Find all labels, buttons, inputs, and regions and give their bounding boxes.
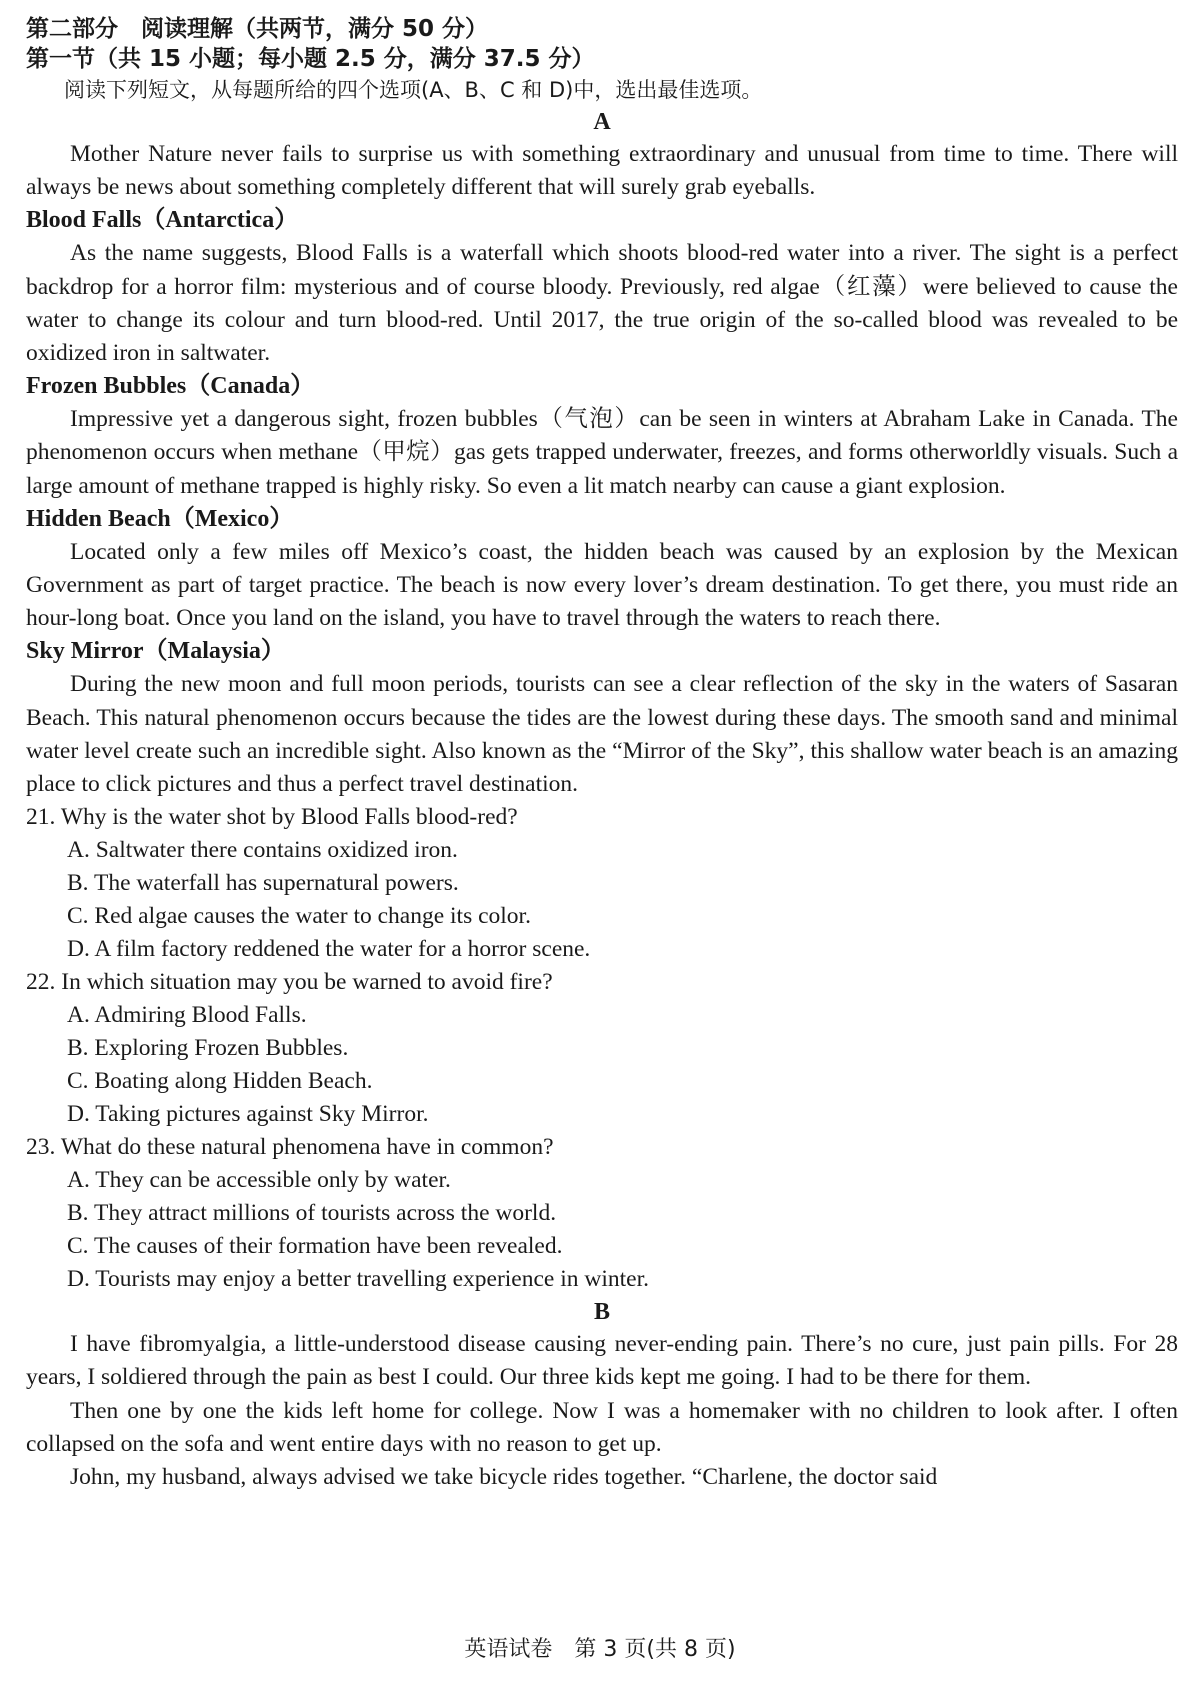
hidden-beach-text: Located only a few miles off Mexico’s coast, the hidden beach was caused by an explosion by the Mexican Government as part of target practice. The beach is now every lover’s dream destination. To get there, you must ride an hour-long boat. Once you land on the island, you have to travel through the waters to reach there. xyxy=(26,538,1178,632)
question-21-option-a[interactable]: A. Saltwater there contains oxidized iron. xyxy=(67,837,458,864)
passage-b-label: B xyxy=(593,1299,610,1326)
question-21-option-c[interactable]: C. Red algae causes the water to change its color. xyxy=(67,903,531,930)
question-23-option-a[interactable]: A. They can be accessible only by water. xyxy=(67,1167,451,1194)
frozen-bubbles-title: Frozen Bubbles（Canada） xyxy=(26,373,315,400)
question-23-option-c[interactable]: C. The causes of their formation have been revealed. xyxy=(67,1233,563,1260)
frozen-bubbles-text: Impressive yet a dangerous sight, frozen bubbles（气泡）can be seen in winters at Abraham Lake in Canada. The phenomenon occurs when methane（甲烷）gas gets trapped underwater, freezes, and forms otherworldly visuals. Such a large amount of methane trapped is highly risky. So even a lit match nearby can cause a giant explosion. xyxy=(26,406,1178,499)
passage-b-paragraph-1: I have fibromyalgia, a little-understood disease causing never-ending pain. There’s no cure, just pain pills. For 28 years, I soldiered through the pain as best I could. Our three kids kept me going. I had to be there for them. xyxy=(26,1331,1178,1391)
passage-b-paragraph-3: John, my husband, always advised we take bicycle rides together. “Charlene, the doctor said xyxy=(70,1464,938,1491)
blood-falls-title: Blood Falls（Antarctica） xyxy=(26,207,299,234)
passage-a-label: A xyxy=(593,109,611,135)
question-22-option-d[interactable]: D. Taking pictures against Sky Mirror. xyxy=(67,1101,429,1128)
section-title: 第一节（共 15 小题；每小题 2.5 分，满分 37.5 分） xyxy=(26,46,595,72)
sky-mirror-text: During the new moon and full moon periods, tourists can see a clear reflection of the sky in the waters of Sasaran Beach. This natural phenomenon occurs because the tides are the lowest during these days. The smooth sand and minimal water level create such an incredible sight. Also known as the “Mirror of the Sky”, this shallow water beach is an amazing place to click pictures and thus a perfect travel destination. xyxy=(26,671,1178,798)
part-title: 第二部分 阅读理解（共两节，满分 50 分） xyxy=(26,16,489,42)
passage-a-intro: Mother Nature never fails to surprise us with something extraordinary and unusual from time to time. There will always be news about something completely different that will surely grab eyeballs. xyxy=(26,141,1178,201)
blood-falls-text: As the name suggests, Blood Falls is a waterfall which shoots blood-red water into a river. The sight is a perfect backdrop for a horror film: mysterious and of course bloody. Previously, red algae（红藻）were believed to cause the water to change its colour and turn blood-red. Until 2017, the true origin of the so-called blood was revealed to be oxidized iron in saltwater. xyxy=(26,240,1178,367)
question-23-option-b[interactable]: B. They attract millions of tourists across the world. xyxy=(67,1200,557,1227)
instruction: 阅读下列短文，从每题所给的四个选项(A、B、C 和 D)中，选出最佳选项。 xyxy=(64,78,763,102)
question-23-stem: 23. What do these natural phenomena have in common? xyxy=(26,1134,554,1161)
question-22-option-a[interactable]: A. Admiring Blood Falls. xyxy=(67,1002,307,1029)
question-22-option-c[interactable]: C. Boating along Hidden Beach. xyxy=(67,1068,373,1095)
hidden-beach-title: Hidden Beach（Mexico） xyxy=(26,505,294,532)
question-21-stem: 21. Why is the water shot by Blood Falls blood-red? xyxy=(26,804,518,831)
question-22-stem: 22. In which situation may you be warned to avoid fire? xyxy=(26,969,553,996)
page-footer: 英语试卷 第 3 页(共 8 页) xyxy=(464,1637,736,1662)
question-21-option-b[interactable]: B. The waterfall has supernatural powers. xyxy=(67,870,459,897)
sky-mirror-title: Sky Mirror（Malaysia） xyxy=(26,638,285,665)
passage-b-paragraph-2: Then one by one the kids left home for college. Now I was a homemaker with no children to look after. I often collapsed on the sofa and went entire days with no reason to get up. xyxy=(26,1397,1178,1457)
question-21-option-d[interactable]: D. A film factory reddened the water for a horror scene. xyxy=(67,936,591,963)
question-23-option-d[interactable]: D. Tourists may enjoy a better travelling experience in winter. xyxy=(67,1266,649,1293)
question-22-option-b[interactable]: B. Exploring Frozen Bubbles. xyxy=(67,1035,349,1062)
